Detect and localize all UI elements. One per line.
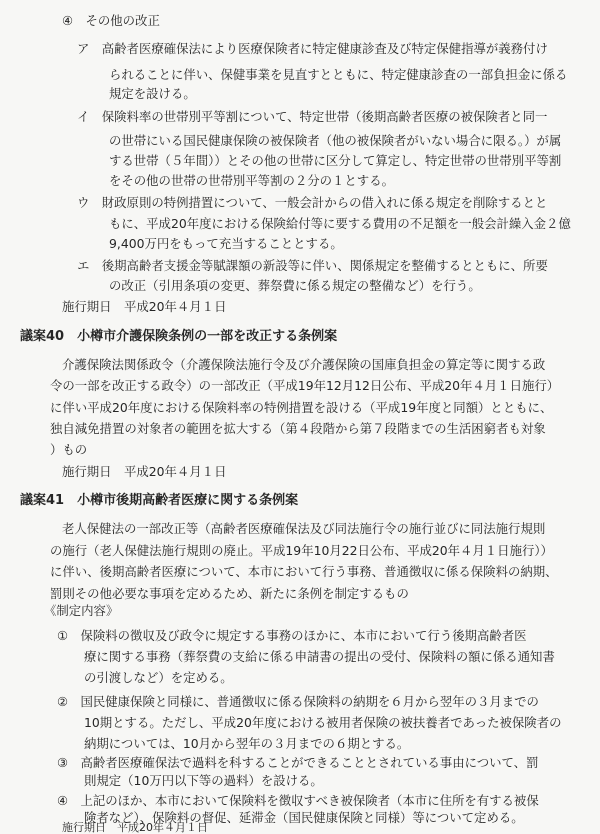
bill41-body-line-3: に伴い、後期高齢者医療について、本市において行う事務、普通徴収に係る保険料の納期、 bbox=[50, 564, 558, 579]
bill41-title: 議案41 小樽市後期高齢者医療に関する条例案 bbox=[20, 493, 299, 508]
bill40-body-line-1: 介護保険法関係政令（介護保険法施行令及び介護保険の国庫負担金の算定等に関する政 bbox=[62, 357, 546, 372]
bill40-body-line-3: に伴い平成20年度における保険料率の特例措置を設ける（平成19年度と同額）とともに、 bbox=[50, 400, 553, 415]
bill40-body-line-5: ）もの bbox=[50, 442, 88, 457]
bill41-body-line-2: の施行（老人保健法施行規則の廃止。平成19年10月22日公布、平成20年４月１日施行）） bbox=[50, 543, 553, 558]
section4-effective-date: 施行期日 平成20年４月１日 bbox=[62, 299, 227, 314]
bill40-effective-date: 施行期日 平成20年４月１日 bbox=[62, 464, 227, 479]
bill41-item2-line-1: ② 国民健康保険と同様に、普通徴収に係る保険料の納期を６月から翌年の３月までの bbox=[57, 694, 539, 709]
bill41-effective-date: 施行期日 平成20年４月１日 bbox=[62, 821, 208, 834]
item-u-line-3: 9,400万円をもって充当することとする。 bbox=[109, 236, 343, 251]
bill41-body-line-4: 罰則その他必要な事項を定めるため、新たに条例を制定するもの bbox=[50, 586, 409, 601]
item-e-line-1: エ 後期高齢者支援金等賦課額の新設等に伴い、関係規定を整備するとともに、所要 bbox=[77, 258, 548, 273]
bill41-item1-line-1: ① 保険料の徴収及び政令に規定する事務のほかに、本市において行う後期高齢者医 bbox=[57, 628, 527, 643]
item-i-line-4: をその他の世帯の世帯別平等割の２分の１とする。 bbox=[109, 173, 394, 188]
item-u-line-2: もに、平成20年度における保険給付等に要する費用の不足額を一般会計繰入金２億 bbox=[109, 216, 571, 231]
bill40-title: 議案40 小樽市介護保険条例の一部を改正する条例案 bbox=[20, 329, 338, 344]
bill40-body-line-4: 独自減免措置の対象者の範囲を拡大する（第４段階から第７段階までの生活困窮者も対象 bbox=[50, 421, 546, 436]
item-i-line-2: の世帯にいる国民健康保険の被保険者（他の被保険者がいない場合に限る。）が属 bbox=[109, 133, 562, 148]
bill41-item4-line-2: 険者など）、保険料の督促、延滞金（国民健康保険と同様）等について定める。 bbox=[84, 810, 524, 825]
bill41-item2-line-2: 10期とする。ただし、平成20年度における被用者保険の被扶養者であった被保険者の bbox=[84, 715, 562, 730]
section4-heading: ④ その他の改正 bbox=[62, 13, 160, 28]
bill41-item3-line-2: 則規定（10万円以下等の過料）を設ける。 bbox=[84, 773, 323, 788]
bill41-item4-line-1: ④ 上記のほか、本市において保険料を徴収すべき被保険者（本市に住所を有する被保 bbox=[57, 793, 539, 808]
bill41-item2-line-3: 納期については、10月から翌年の３月までの６期とする。 bbox=[84, 736, 410, 751]
item-a-line-2: られることに伴い、保健事業を見直すとともに、特定健康診査の一部負担金に係る bbox=[109, 67, 568, 82]
bill41-item1-line-3: の引渡しなど）を定める。 bbox=[84, 670, 233, 685]
bill41-body-line-1: 老人保健法の一部改正等（高齢者医療確保法及び同法施行令の施行並びに同法施行規則 bbox=[62, 521, 546, 536]
item-i-line-3: する世帯（５年間））とその他の世帯に区分して算定し、特定世帯の世帯別平等割 bbox=[109, 153, 562, 168]
item-i-line-1: イ 保険料率の世帯別平等割について、特定世帯（後期高齢者医療の被保険者と同一 bbox=[77, 109, 548, 124]
bill41-item1-line-2: 療に関する事務（葬祭費の支給に係る申請書の提出の受付、保険料の額に係る通知書 bbox=[84, 649, 555, 664]
bill41-item3-line-1: ③ 高齢者医療確保法で過料を科することができることとされている事由について、罰 bbox=[57, 755, 539, 770]
item-a-line-3: 規定を設ける。 bbox=[109, 86, 196, 101]
item-u-line-1: ウ 財政原則の特例措置について、一般会計からの借入れに係る規定を削除するとと bbox=[77, 195, 548, 210]
bill41-contents-heading: 《制定内容》 bbox=[44, 603, 119, 618]
item-a-line-1: ア 高齢者医療確保法により医療保険者に特定健康診査及び特定保健指導が義務付け bbox=[77, 41, 548, 56]
bill40-body-line-2: 令の一部を改正する政令）の一部改正（平成19年12月12日公布、平成20年４月１日施行） bbox=[50, 378, 560, 393]
item-e-line-2: の改正（引用条項の変更、葬祭費に係る規定の整備など）を行う。 bbox=[109, 278, 481, 293]
